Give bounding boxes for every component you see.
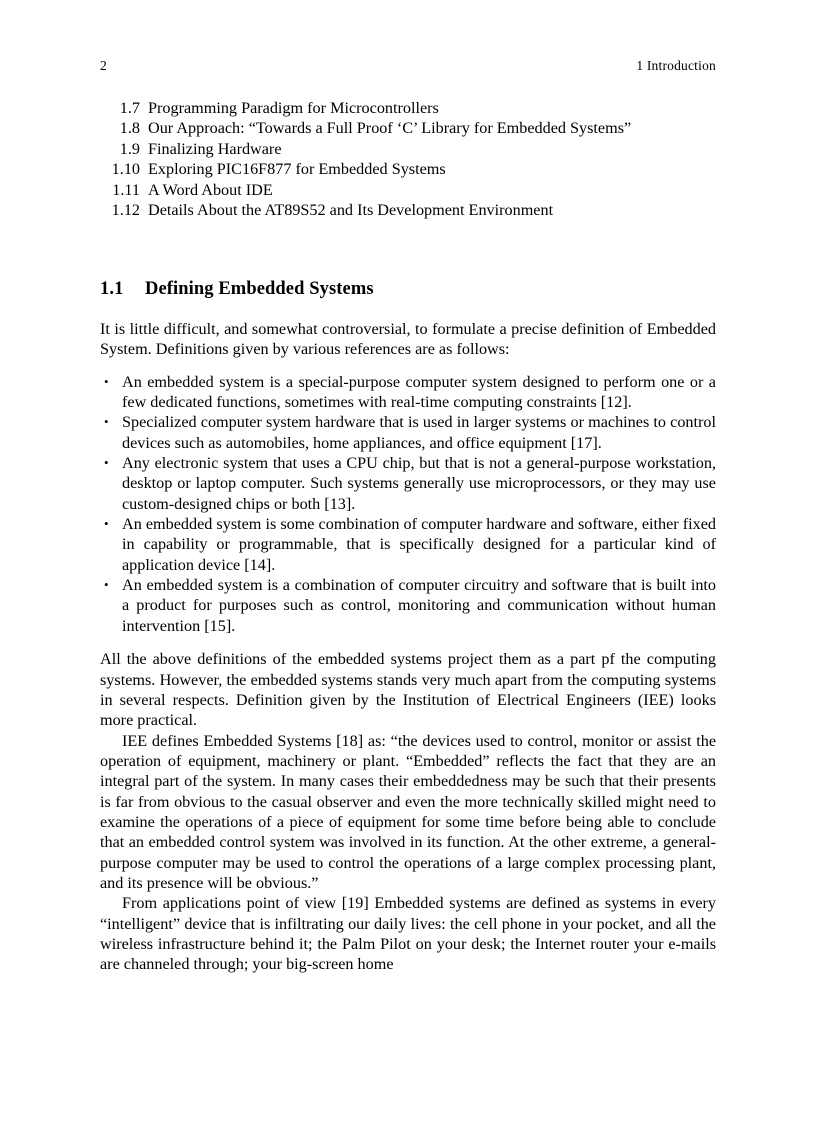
applications-paragraph: From applications point of view [19] Embedded systems are defined as systems in every “intelligent” device that is infiltrating our daily lives: the cell phone in your pocket, and all the wireless infrastructure behind it; the Palm Pilot on your desk; the Internet router your e-mails are channeled through; your big-screen home [100,894,716,974]
list-item-text: An embedded system is a special-purpose computer system designed to perform one or a few dedicated functions, sometimes with real-time computing constraints [12]. [122,372,716,412]
toc-entry [100,200,716,220]
toc-entry-label: A Word About IDE [148,180,273,199]
toc-entry [100,98,716,118]
body-text [100,319,716,975]
toc-entry-number: 1.12 [111,201,140,220]
toc-entry-number: 1.8 [119,119,140,138]
section-heading [100,277,374,301]
definitions-list [100,372,716,636]
list-item [100,453,716,514]
toc-entry-number: 1.9 [119,139,140,158]
toc-entry-number: 1.10 [111,160,140,179]
list-item-text: Any electronic system that uses a CPU chip, but that is not a general-purpose workstation, desktop or laptop computer. Such systems generally use microprocessors, or they may use custom-designed chips or both [13]. [122,454,716,513]
toc-entry [100,159,716,179]
toc-entry-label: Our Approach: “Towards a Full Proof ‘C’ Library for Embedded Systems” [148,119,632,138]
list-item-text: Specialized computer system hardware that is used in larger systems or machines to control devices such as automobiles, home appliances, and office equipment [17]. [122,413,716,452]
bullet-icon: • [104,373,109,389]
toc-entry [100,118,716,138]
toc-entry [100,139,716,159]
toc-entry-label: Programming Paradigm for Microcontrollers [148,99,439,117]
list-item [100,372,716,413]
list-item-text: An embedded system is some combination of computer hardware and software, either fixed in capability or programmable, that is specifically designed for a particular kind of application device [14]. [122,515,716,574]
chapter-running-title: 1 Introduction [636,58,716,73]
intro-paragraph: It is little difficult, and somewhat controversial, to formulate a precise definition of Embedded System. Definitions given by various references are as follows: [100,320,716,359]
iee-definition-paragraph: IEE defines Embedded Systems [18] as: “the devices used to control, monitor or assist the operation of equipment, machinery or plant. “Embedded” reflects the fact that they are an integral part of the system. In many cases their embeddedness may be such that their presents is far from obvious to the casual observer and even the more technically skilled might need to examine the operations of a piece of equipment for some time before being able to conclude that an embedded control system was involved in its function. At the other extreme, a general-purpose computer may be used to control the operations of a large complex processing plant, and its presence will be obvious.” [100,731,716,892]
toc-entry [100,180,716,200]
bullet-icon: • [104,577,109,593]
toc-entry-number: 1.7 [119,99,140,117]
section-number: 1.1 [100,279,124,300]
toc-entry-label: Details About the AT89S52 and Its Development Environment [148,201,554,220]
toc-entry-label: Finalizing Hardware [148,139,282,158]
list-item [100,412,716,453]
summary-paragraph: All the above definitions of the embedded systems project them as a part pf the computing systems. However, the embedded systems stands very much apart from the computing systems in several respects. Definition given by the Institution of Electrical Engineers (IEE) looks more practical. [100,650,716,730]
section-title: Defining Embedded Systems [145,279,374,300]
bullet-icon: • [104,414,109,430]
list-item-text: An embedded system is a combination of computer circuitry and software that is built into a product for purposes such as control, monitoring and communication without human intervention [15]. [122,576,716,635]
toc-entry-label: Exploring PIC16F877 for Embedded Systems [148,160,446,179]
running-head [100,58,716,74]
bullet-icon: • [104,455,109,471]
list-item [100,575,716,636]
list-item [100,514,716,575]
page-number: 2 [100,58,107,73]
bullet-icon: • [104,516,109,532]
toc-entry-number: 1.11 [112,180,140,199]
chapter-contents-list [100,98,716,220]
